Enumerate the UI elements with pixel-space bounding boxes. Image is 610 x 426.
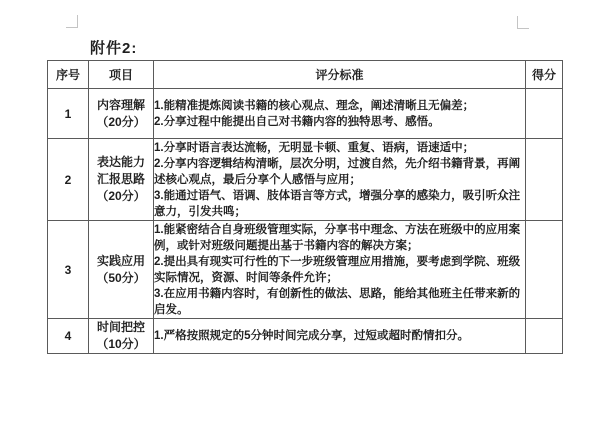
item-line: 实践应用 [96,253,145,268]
criteria-item: 2.分享内容逻辑结构清晰，层次分明，过渡自然，先介绍书籍背景，再阐述核心观点，最后分享个人感悟与应用； [154,157,521,186]
rubric-table-body [48,89,563,354]
item-line: （20分） [96,114,146,129]
column-header-number: 序号 [48,61,89,89]
criteria-item: 2.分享过程中能提出自己对书籍内容的独特思考、感悟。 [154,115,440,128]
criteria-item: 1.能紧密结合自身班级管理实际，分享书中理念、方法在班级中的应用案例，或针对班级问题提出基于书籍内容的解决方案； [154,223,521,252]
rubric-row [48,221,563,319]
page-corner-mark-top-right [517,16,529,29]
item-line: 汇报思路 [96,172,145,186]
attachment-title: 附件2: [90,40,138,57]
criteria-cell [154,139,526,221]
rubric-row [48,89,563,139]
row-number-cell: 2 [48,139,89,221]
criteria-item: 1.能精准提炼阅读书籍的核心观点、理念，阐述清晰且无偏差； [154,99,475,112]
score-cell [526,139,563,221]
criteria-item: 2.提出具有现实可行性的下一步班级管理应用措施，要考虑到学院、班级实际情况，资源、时间等条件允许； [154,255,521,284]
scoring-rubric-table [47,60,563,354]
item-line: 表达能力 [96,155,145,169]
table-header-row [48,61,563,89]
item-cell [89,139,154,221]
item-cell [89,221,154,319]
column-header-score: 得分 [526,61,563,89]
row-number-cell: 3 [48,221,89,319]
item-cell [89,319,154,354]
score-cell [526,221,563,319]
score-cell [526,89,563,139]
criteria-cell [154,221,526,319]
row-number-cell: 4 [48,319,89,354]
rubric-row [48,319,563,354]
column-header-item: 项目 [89,61,154,89]
column-header-criteria: 评分标准 [154,61,526,89]
item-line: 内容理解 [96,97,145,112]
item-line: （50分） [96,270,146,285]
criteria-item: 3.能通过语气、语调、肢体语言等方式，增强分享的感染力，吸引听众注意力，引发共鸣； [154,189,521,218]
rubric-row [48,139,563,221]
page-corner-mark-top-left [66,15,78,28]
item-line: 时间把控 [96,320,145,334]
item-line: （20分） [96,189,146,203]
criteria-item: 1.分享时语言表达流畅，无明显卡顿、重复、语病，语速适中； [154,141,475,154]
criteria-item: 3.在应用书籍内容时，有创新性的做法、思路，能给其他班主任带来新的启发。 [154,287,521,316]
row-number-cell: 1 [48,89,89,139]
criteria-item: 1.严格按照规定的5分钟时间完成分享，过短或超时酌情扣分。 [154,330,469,342]
item-line: （10分） [96,337,146,351]
item-cell [89,89,154,139]
criteria-cell [154,319,526,354]
score-cell [526,319,563,354]
criteria-cell [154,89,526,139]
